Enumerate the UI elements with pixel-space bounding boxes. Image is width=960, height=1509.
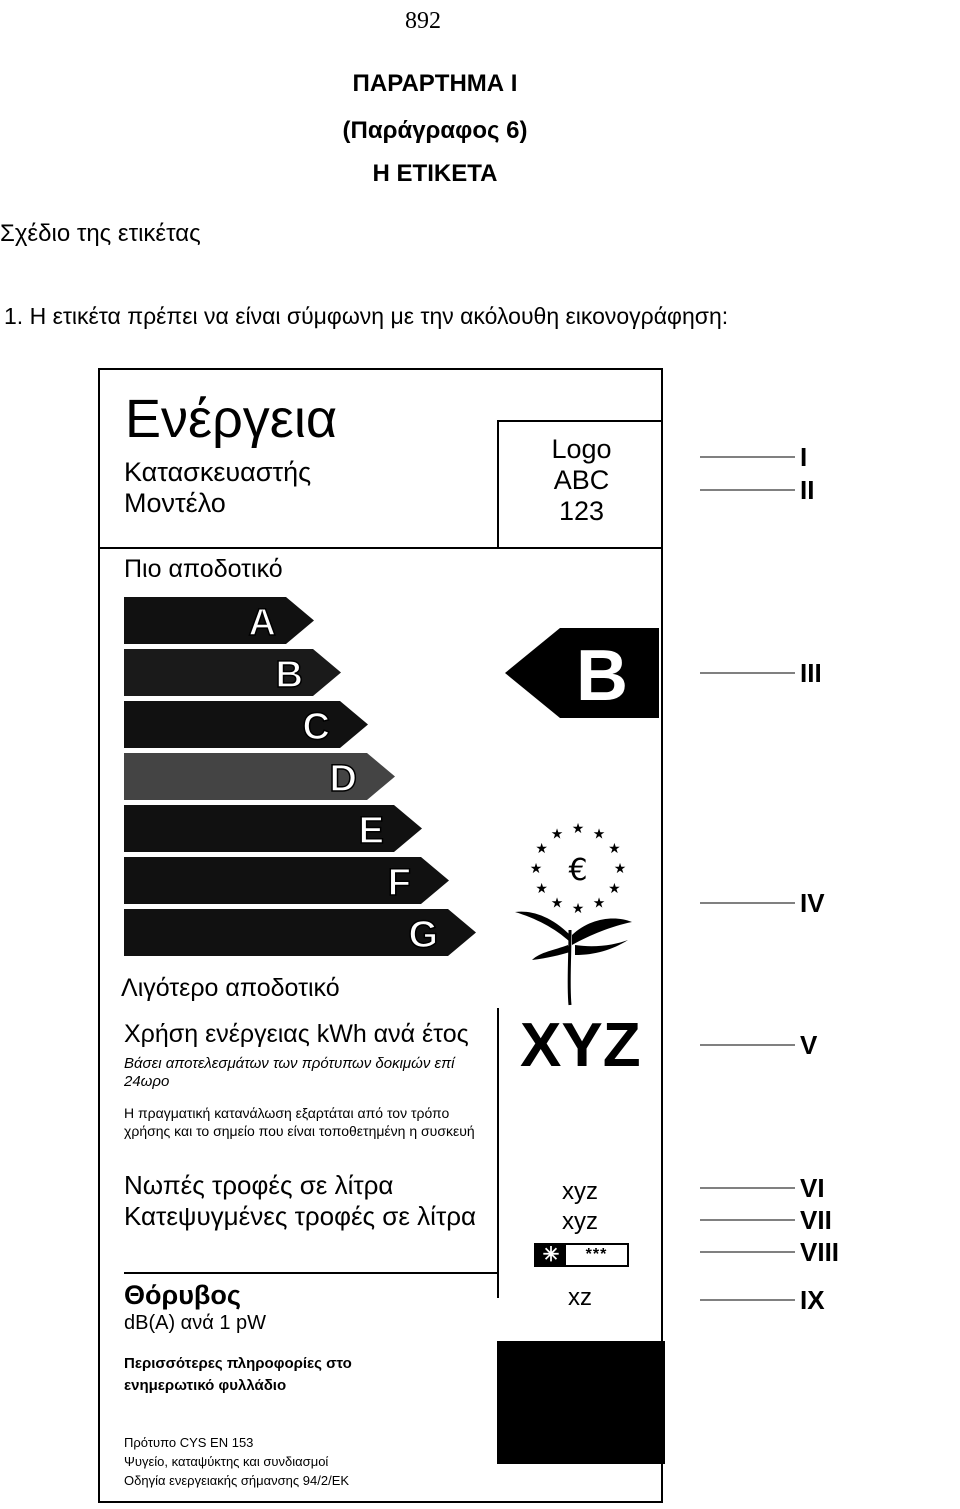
selected-class-arrow: [505, 628, 659, 718]
divider: [124, 1272, 498, 1274]
callout-ix: IX: [800, 1285, 825, 1315]
label-heading: Η ΕΤΙΚΕΤΑ: [372, 160, 498, 187]
least-efficient-label: Λιγότερο αποδοτικό: [121, 974, 340, 1002]
euro-sign: €: [568, 853, 588, 888]
flower-leaf-lower-right: [575, 940, 628, 955]
flower-leaf-left: [515, 912, 570, 942]
callout-viii: VIII: [800, 1237, 840, 1267]
eco-flower-icon: [515, 821, 632, 1005]
efficiency-class-letter-e: E: [358, 810, 384, 852]
column-divider: [497, 1008, 499, 1298]
efficiency-bar-c: [124, 701, 368, 748]
frozen-food-value: xyz: [562, 1208, 598, 1235]
noise-label: Θόρυβος: [124, 1280, 241, 1310]
callout-iii: III: [800, 658, 822, 688]
efficiency-class-letter-c: C: [302, 706, 330, 748]
standard-info: [124, 1433, 444, 1490]
manufacturer-label: Κατασκευαστής: [124, 457, 312, 487]
noise-unit: dB(A) ανά 1 pW: [124, 1312, 267, 1334]
efficiency-class-letter-g: G: [408, 914, 438, 956]
callout-lines: [700, 457, 795, 1300]
logo-line: Logo: [551, 434, 612, 464]
actual-consumption-note: Η πραγματική κατανάλωση εξαρτάται από τον τρόπο χρήσης και το σημείο που είναι τοποθετημένη η συσκευή: [124, 1105, 475, 1139]
flower-star: ★: [571, 901, 585, 917]
paragraph-heading: (Παράγραφος 6): [342, 117, 528, 144]
callout-v: V: [800, 1030, 818, 1060]
flower-star: ★: [535, 841, 548, 857]
intro-text: 1. Η ετικέτα πρέπει να είναι σύμφωνη με την ακόλουθη εικονογράφηση:: [4, 303, 729, 329]
frozen-food-label: Κατεψυγμένες τροφές σε λίτρα: [124, 1201, 477, 1231]
flower-star: ★: [592, 826, 606, 843]
most-efficient-label: Πιο αποδοτικό: [124, 555, 283, 583]
consumption-value: XYZ: [520, 1011, 641, 1080]
freezer-star-rating: [534, 1243, 629, 1267]
page-number: 892: [405, 8, 441, 34]
annex-heading: ΠΑΡΑΡΤΗΜΑ Ι: [352, 70, 518, 97]
flower-star: ★: [550, 826, 564, 843]
callout-i: I: [800, 442, 808, 472]
fresh-food-value: xyz: [562, 1178, 598, 1205]
flower-star: ★: [608, 881, 621, 897]
fresh-food-label: Νωπές τροφές σε λίτρα: [124, 1170, 394, 1200]
logo-line: ABC: [553, 465, 610, 495]
flower-leaf-right: [572, 918, 632, 945]
efficiency-class-letter-a: A: [248, 602, 276, 644]
efficiency-class-letter-d: D: [329, 758, 357, 800]
callout-vii: VII: [800, 1205, 832, 1235]
consumption-basis: Βάσει αποτελεσμάτων των πρότυπων δοκιμών επί 24ωρο: [124, 1055, 455, 1090]
more-info-text: Περισσότερες πληροφορίες στο ενημερωτικό φυλλάδιο: [124, 1355, 352, 1394]
logo-line: 123: [558, 496, 605, 526]
callout-ii: II: [800, 475, 815, 505]
flower-star: ★: [571, 821, 585, 837]
flower-star: ★: [535, 881, 548, 897]
energy-title: Ενέργεια: [125, 389, 338, 449]
flower-star: ★: [550, 895, 564, 912]
section-title: Σχέδιο της ετικέτας: [0, 220, 201, 247]
model-label: Μοντέλο: [124, 488, 226, 518]
callout-iv: IV: [800, 888, 825, 918]
flower-leaf-lower-left: [532, 945, 570, 960]
standard-line: Οδηγία ενεργειακής σήμανσης 94/2/ΕΚ: [124, 1473, 350, 1488]
compartment-stars: ***: [585, 1246, 608, 1263]
selected-class-letter: B: [576, 636, 628, 716]
efficiency-class-letter-f: F: [387, 862, 411, 904]
eu-flag: [497, 1341, 665, 1464]
consumption-label: Χρήση ενέργειας kWh ανά έτος: [124, 1020, 469, 1048]
flower-star: ★: [592, 895, 606, 912]
noise-value: xz: [568, 1284, 592, 1311]
standard-line: Πρότυπο CYS EN 153: [124, 1435, 254, 1450]
flower-star: ★: [613, 861, 627, 877]
flower-star: ★: [529, 861, 543, 877]
standard-line: Ψυγείο, καταψύκτης και συνδιασμοί: [124, 1454, 329, 1469]
flower-star: ★: [608, 841, 621, 857]
efficiency-bar-b: [124, 649, 341, 696]
efficiency-bars: [124, 597, 476, 956]
efficiency-class-letter-b: B: [275, 654, 303, 696]
freezer-star-icon: ✳: [536, 1245, 566, 1265]
callout-vi: VI: [800, 1173, 825, 1203]
efficiency-bar-a: [124, 597, 314, 644]
